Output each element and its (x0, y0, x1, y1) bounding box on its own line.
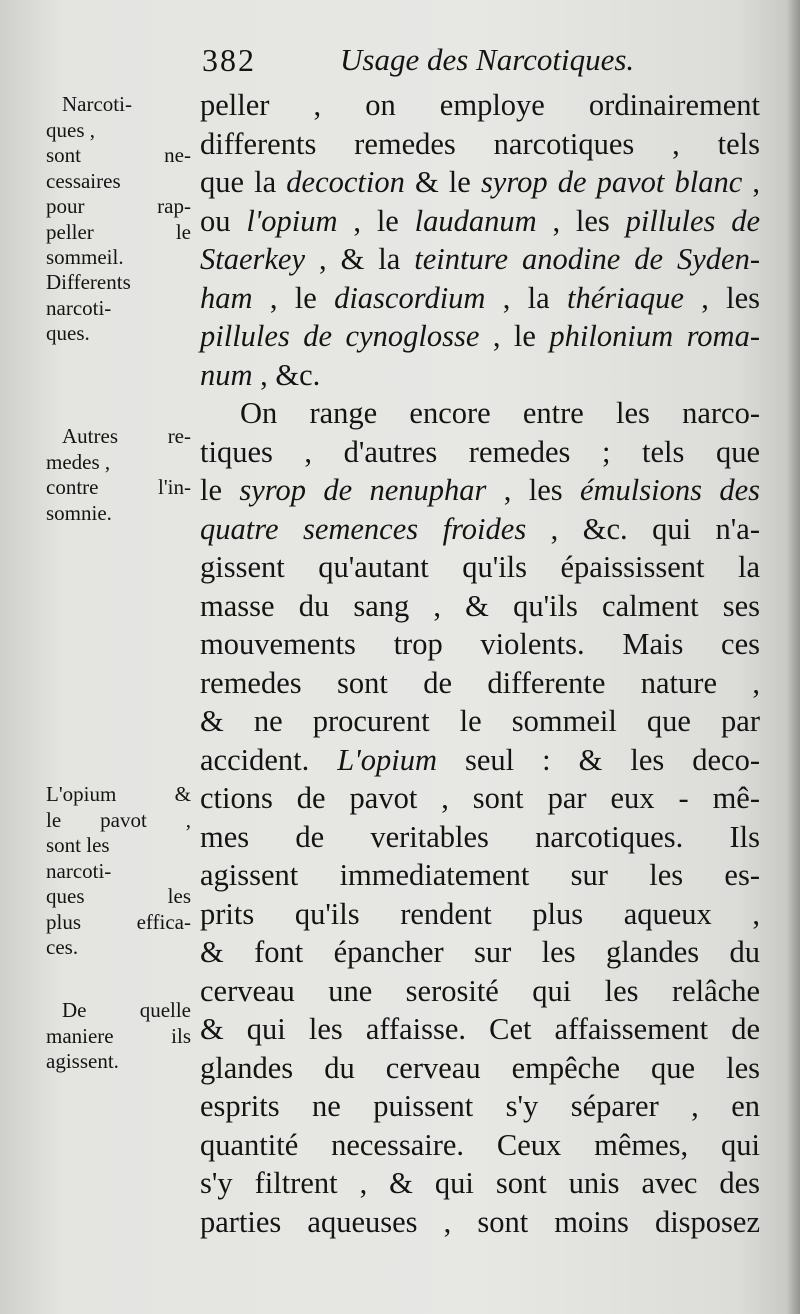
text-line (200, 317, 760, 356)
text-line: agissent immediatement sur les es- (200, 858, 760, 892)
text-line: cerveau une serosité qui les relâche (200, 973, 760, 1008)
margin-note-line: somnie. (46, 500, 112, 525)
text-line: mes de veritables narcotiques. Ils (200, 819, 760, 854)
margin-note-line: medes , (46, 449, 111, 474)
margin-note-line: ques , (46, 117, 95, 142)
text-line (200, 163, 760, 202)
text-line: & qui les affaisse. Cet affaissement de (200, 1012, 760, 1046)
margin-note-line: cessaires (46, 168, 121, 193)
text-run: seul : & les deco- (436, 742, 760, 777)
text-line: & ne procurent le sommeil que par (200, 704, 760, 738)
margin-note-line: ces. (46, 935, 79, 959)
italic-term: num (200, 357, 253, 392)
margin-note-line: sont les (46, 833, 110, 857)
page-edge-shadow (786, 0, 800, 1314)
text-line (200, 510, 760, 549)
text-line: parties aqueuses , sont moins disposez (200, 1204, 760, 1239)
text-run: ou (200, 203, 247, 238)
margin-note-line: Narcoti- (62, 92, 132, 116)
margin-note-de-quelle-maniere (46, 998, 191, 1075)
margin-note-line: L'opium & (46, 782, 191, 806)
margin-note-line: sont ne- (46, 143, 191, 167)
margin-note-line: plus effica- (46, 909, 191, 934)
margin-note-line: peller le (46, 219, 191, 244)
italic-term: syrop de nenuphar (239, 473, 487, 507)
margin-note-line: narcoti- (46, 295, 112, 320)
text-line (200, 202, 760, 241)
text-run: , (742, 165, 760, 199)
italic-term: thériaque (567, 280, 684, 315)
text-run: , les (536, 203, 626, 238)
text-line: peller , on employe ordinairement (200, 88, 760, 122)
italic-term: diascordium (334, 280, 486, 315)
text-line: s'y filtrent , & qui sont unis avec des (200, 1166, 760, 1200)
text-line: prits qu'ils rendent plus aqueux , (200, 896, 760, 931)
italic-term: émulsions des (579, 473, 760, 507)
italic-term: pillules de cynoglosse (200, 319, 480, 353)
italic-term: l'opium (246, 203, 338, 238)
text-line: & font épancher sur les glandes du (200, 935, 760, 969)
text-run: , le (337, 203, 415, 238)
margin-note-differents-narcotiques (46, 270, 191, 347)
text-line: masse du sang , & qu'ils calment ses (200, 588, 760, 623)
text-run: le (200, 473, 240, 507)
text-run: , le (479, 319, 550, 353)
text-run: , les (683, 280, 761, 315)
italic-term: L'opium (337, 742, 437, 777)
italic-term: ham (200, 280, 253, 315)
text-line: On range encore entre les narco- (240, 396, 760, 430)
margin-note-line: contre l'in- (46, 475, 191, 499)
text-run: , les (486, 473, 580, 507)
margin-note-line: narcoti- (46, 858, 112, 883)
margin-note-line: agissent. (46, 1049, 119, 1073)
text-line: ctions de pavot , sont par eux - mê- (200, 781, 760, 815)
text-line: quantité necessaire. Ceux mêmes, qui (200, 1127, 760, 1162)
margin-note-opium-pavot (46, 782, 191, 961)
text-line: esprits ne puissent s'y séparer , en (200, 1089, 760, 1123)
text-line: tiques , d'autres remedes ; tels que (200, 434, 760, 469)
margin-note-line: le pavot , (46, 807, 191, 832)
text-run: , &c. qui n'a- (526, 511, 760, 546)
italic-term: teinture anodine de Syden- (414, 242, 760, 276)
margin-note-line: sommeil. (46, 245, 124, 269)
text-run: , le (252, 280, 335, 315)
text-line (200, 741, 760, 780)
body-text (200, 86, 760, 1241)
text-run: que la (200, 165, 287, 199)
text-line: remedes sont de differente nature , (200, 665, 760, 700)
margin-note-line: ques les (46, 884, 191, 908)
margin-note-narcotiques-necessaires (46, 92, 191, 271)
margin-note-line: Differents (46, 270, 131, 294)
text-run: & le (404, 165, 481, 199)
text-run: , & la (305, 242, 415, 276)
margin-note-line: maniere ils (46, 1023, 191, 1048)
text-line (200, 471, 760, 510)
running-title: Usage des Narcotiques. (340, 42, 635, 77)
text-line: differents remedes narcotiques , tels (200, 126, 760, 161)
text-line: gissent qu'autant qu'ils épaississent la (200, 550, 760, 584)
italic-term: Staerkey (200, 242, 305, 276)
text-line: mouvements trop violents. Mais ces (200, 627, 760, 661)
text-run: , &c. (252, 357, 321, 392)
margin-note-autres-remedes (46, 424, 191, 526)
italic-term: laudanum (414, 203, 537, 238)
page-number: 382 (202, 42, 256, 78)
italic-term: pillules de (625, 203, 760, 238)
margin-note-line: Autres re- (62, 424, 191, 448)
italic-term: decoction (286, 165, 405, 199)
italic-term: philonium roma- (549, 319, 760, 353)
margin-note-line: De quelle (62, 998, 191, 1022)
text-line (200, 356, 760, 395)
text-line (200, 279, 760, 318)
text-line (200, 240, 760, 279)
text-run: accident. (200, 742, 338, 777)
page-header (202, 42, 762, 86)
margin-note-line: pour rap- (46, 194, 191, 218)
italic-term: quatre semences froides (200, 511, 527, 546)
text-line: glandes du cerveau empêche que les (200, 1050, 760, 1085)
italic-term: syrop de pavot blanc (480, 165, 743, 199)
text-run: , la (485, 280, 567, 315)
margin-note-line: ques. (46, 321, 90, 345)
